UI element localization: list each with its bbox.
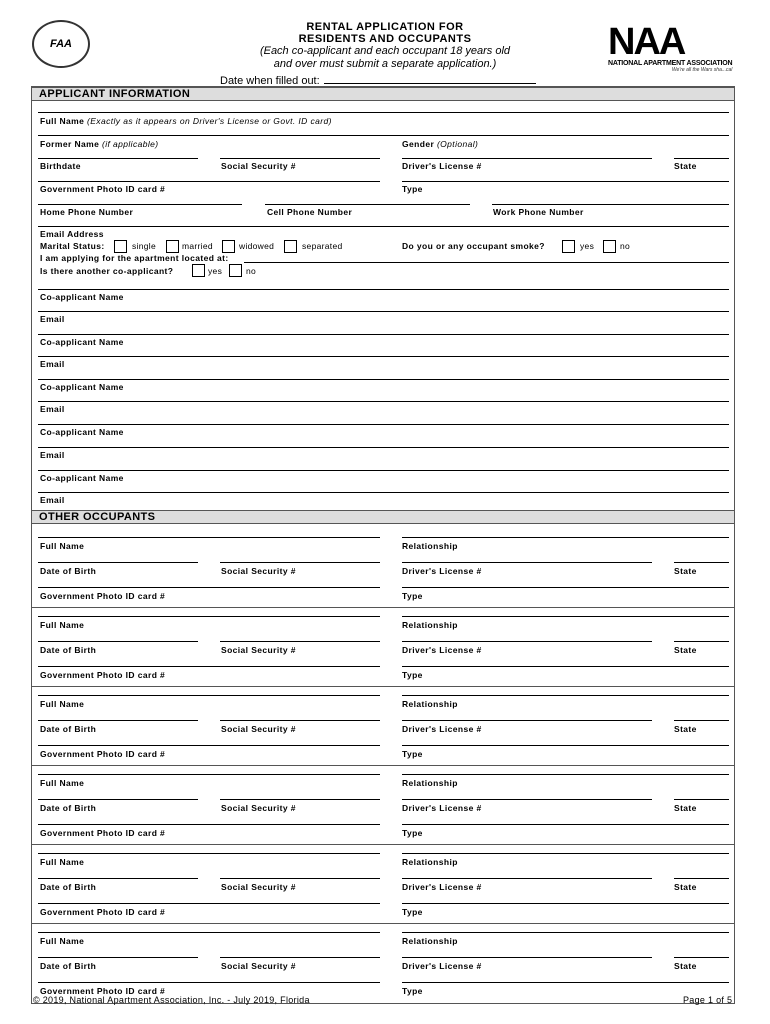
home-phone-line[interactable] bbox=[38, 204, 242, 205]
occupant-full-name-label: Full Name bbox=[40, 857, 85, 867]
single-checkbox[interactable] bbox=[114, 240, 127, 253]
occupant-gov-id-label: Government Photo ID card # bbox=[40, 986, 166, 996]
occupant-dob-field[interactable] bbox=[38, 562, 198, 563]
occupant-type-label: Type bbox=[402, 907, 423, 917]
coapplicant-email-label: Email bbox=[40, 404, 65, 414]
occupant-ssn-line[interactable] bbox=[220, 641, 380, 642]
occupant-state-line[interactable] bbox=[674, 720, 729, 721]
occupant-state-label: State bbox=[674, 645, 697, 655]
occupant-state-label: State bbox=[674, 566, 697, 576]
coapplicant-yes-checkbox[interactable] bbox=[192, 264, 205, 277]
occupant-dob-label: Date of Birth bbox=[40, 645, 97, 655]
coapplicant-name-label: Co-applicant Name bbox=[40, 473, 124, 483]
naa-logo bbox=[608, 22, 732, 73]
occupant-dl-label: Driver's License # bbox=[402, 882, 482, 892]
coapplicant-email-field[interactable] bbox=[38, 334, 729, 335]
occupant-separator bbox=[32, 923, 734, 924]
naa-logo-mark: NAA bbox=[608, 21, 685, 63]
occupant-type-line[interactable] bbox=[402, 745, 729, 746]
smoke-no-checkbox[interactable] bbox=[603, 240, 616, 253]
occupant-relationship-label: Relationship bbox=[402, 620, 458, 630]
occupant-type-line[interactable] bbox=[402, 824, 729, 825]
occupant-state-line[interactable] bbox=[674, 878, 729, 879]
occupant-state-label: State bbox=[674, 882, 697, 892]
form-title-line-1: RENTAL APPLICATION FOR bbox=[306, 21, 464, 33]
gender-label: Gender (Optional) bbox=[402, 139, 479, 149]
occupant-separator bbox=[32, 765, 734, 766]
occupant-separator bbox=[32, 844, 734, 845]
state-label: State bbox=[674, 161, 697, 171]
single-option-label: single bbox=[132, 241, 157, 251]
coapplicant-no-label: no bbox=[246, 266, 257, 276]
type-label: Type bbox=[402, 184, 423, 194]
date-filled-label: Date when filled out: bbox=[220, 75, 320, 87]
smoke-yes-checkbox[interactable] bbox=[562, 240, 575, 253]
smoke-no-label: no bbox=[620, 241, 631, 251]
occupant-relationship-field[interactable] bbox=[402, 537, 729, 538]
coapplicant-name-field[interactable] bbox=[38, 356, 729, 357]
occupant-full-name-label: Full Name bbox=[40, 620, 85, 630]
coapplicant-email-field[interactable] bbox=[38, 470, 729, 471]
occupant-state-label: State bbox=[674, 724, 697, 734]
work-phone-label: Work Phone Number bbox=[493, 207, 584, 217]
occupant-full-name-field[interactable] bbox=[38, 853, 380, 854]
occupant-dob-field[interactable] bbox=[38, 878, 198, 879]
occupant-ssn-label: Social Security # bbox=[221, 961, 296, 971]
occupant-full-name-field[interactable] bbox=[38, 537, 380, 538]
coapplicant-name-field[interactable] bbox=[38, 492, 729, 493]
occupant-gov-id-label: Government Photo ID card # bbox=[40, 749, 166, 759]
occupant-type-line[interactable] bbox=[402, 587, 729, 588]
occupant-relationship-label: Relationship bbox=[402, 541, 458, 551]
type-line[interactable] bbox=[402, 181, 729, 182]
occupant-gov-id-line[interactable] bbox=[38, 587, 380, 588]
coapplicant-name-field[interactable] bbox=[38, 311, 729, 312]
email-label: Email Address bbox=[40, 229, 104, 239]
occupant-full-name-field[interactable] bbox=[38, 932, 380, 933]
occupant-type-label: Type bbox=[402, 828, 423, 838]
married-checkbox[interactable] bbox=[166, 240, 179, 253]
occupant-dl-label: Driver's License # bbox=[402, 645, 482, 655]
occupant-relationship-label: Relationship bbox=[402, 699, 458, 709]
occupant-ssn-label: Social Security # bbox=[221, 882, 296, 892]
occupant-type-label: Type bbox=[402, 986, 423, 996]
occupant-dob-label: Date of Birth bbox=[40, 882, 97, 892]
occupant-state-label: State bbox=[674, 803, 697, 813]
occupant-full-name-label: Full Name bbox=[40, 541, 85, 551]
former-name-field[interactable] bbox=[38, 158, 198, 159]
occupant-dob-label: Date of Birth bbox=[40, 803, 97, 813]
coapplicant-name-label: Co-applicant Name bbox=[40, 382, 124, 392]
occupant-dl-line[interactable] bbox=[402, 878, 652, 879]
page-number: Page 1 of 5 bbox=[683, 995, 733, 1005]
work-phone-line[interactable] bbox=[492, 204, 729, 205]
row-line bbox=[220, 158, 380, 159]
gender-field[interactable] bbox=[402, 158, 652, 159]
naa-logo-name: NATIONAL APARTMENT ASSOCIATION bbox=[608, 60, 733, 67]
occupant-gov-id-line[interactable] bbox=[38, 666, 380, 667]
occupant-relationship-field[interactable] bbox=[402, 616, 729, 617]
occupant-gov-id-line[interactable] bbox=[38, 745, 380, 746]
cell-phone-line[interactable] bbox=[265, 204, 470, 205]
occupant-type-label: Type bbox=[402, 670, 423, 680]
separated-option-label: separated bbox=[302, 241, 343, 251]
ssn-label: Social Security # bbox=[221, 161, 296, 171]
occupant-separator bbox=[32, 686, 734, 687]
row-line bbox=[674, 158, 729, 159]
occupant-dl-line[interactable] bbox=[402, 641, 652, 642]
occupant-dob-label: Date of Birth bbox=[40, 961, 97, 971]
occupant-dob-field[interactable] bbox=[38, 641, 198, 642]
coapplicant-name-field[interactable] bbox=[38, 447, 729, 448]
coapplicant-yes-label: yes bbox=[208, 266, 223, 276]
occupant-type-label: Type bbox=[402, 591, 423, 601]
applicant-section-header: APPLICANT INFORMATION bbox=[32, 87, 734, 101]
occupant-relationship-field[interactable] bbox=[402, 695, 729, 696]
occupant-gov-id-line[interactable] bbox=[38, 903, 380, 904]
occupant-dob-field[interactable] bbox=[38, 799, 198, 800]
copyright-footer: © 2019, National Apartment Association, Inc. - July 2019, Florida bbox=[33, 995, 310, 1005]
occupant-relationship-field[interactable] bbox=[402, 774, 729, 775]
widowed-checkbox[interactable] bbox=[222, 240, 235, 253]
occupant-full-name-field[interactable] bbox=[38, 774, 380, 775]
birthdate-label: Birthdate bbox=[40, 161, 81, 171]
coapplicant-name-label: Co-applicant Name bbox=[40, 337, 124, 347]
occupant-dl-label: Driver's License # bbox=[402, 961, 482, 971]
occupant-full-name-label: Full Name bbox=[40, 699, 85, 709]
occupant-relationship-label: Relationship bbox=[402, 778, 458, 788]
separated-checkbox[interactable] bbox=[284, 240, 297, 253]
occupant-dl-line[interactable] bbox=[402, 562, 652, 563]
occupant-gov-id-label: Government Photo ID card # bbox=[40, 670, 166, 680]
occupant-type-line[interactable] bbox=[402, 666, 729, 667]
occupant-ssn-label: Social Security # bbox=[221, 566, 296, 576]
occupant-gov-id-line[interactable] bbox=[38, 824, 380, 825]
occupant-dl-label: Driver's License # bbox=[402, 803, 482, 813]
drivers-license-label: Driver's License # bbox=[402, 161, 482, 171]
marital-status-label: Marital Status: bbox=[40, 241, 105, 251]
occupant-state-line[interactable] bbox=[674, 957, 729, 958]
widowed-option-label: widowed bbox=[239, 241, 275, 251]
full-name-label: Full Name (Exactly as it appears on Driver's License or Govt. ID card) bbox=[40, 116, 332, 126]
occupant-dl-label: Driver's License # bbox=[402, 566, 482, 576]
coapplicant-email-field[interactable] bbox=[38, 379, 729, 380]
gov-id-line[interactable] bbox=[38, 181, 380, 182]
smoke-yes-label: yes bbox=[580, 241, 595, 251]
occupant-relationship-field[interactable] bbox=[402, 853, 729, 854]
occupant-full-name-label: Full Name bbox=[40, 936, 85, 946]
apartment-address-field[interactable] bbox=[244, 262, 729, 263]
gov-id-label: Government Photo ID card # bbox=[40, 184, 166, 194]
home-phone-label: Home Phone Number bbox=[40, 207, 134, 217]
email-line[interactable] bbox=[38, 226, 729, 227]
occupant-ssn-line[interactable] bbox=[220, 720, 380, 721]
coapplicant-name-label: Co-applicant Name bbox=[40, 427, 124, 437]
occupant-full-name-field[interactable] bbox=[38, 695, 380, 696]
coapplicant-email-field[interactable] bbox=[38, 424, 729, 425]
row-line bbox=[38, 112, 729, 113]
cell-phone-label: Cell Phone Number bbox=[267, 207, 353, 217]
occupant-ssn-line[interactable] bbox=[220, 957, 380, 958]
occupant-dob-field[interactable] bbox=[38, 720, 198, 721]
faa-logo: FAA bbox=[32, 20, 90, 68]
occupant-separator bbox=[32, 607, 734, 608]
smoke-question-label: Do you or any occupant smoke? bbox=[402, 241, 545, 251]
occupant-dl-line[interactable] bbox=[402, 799, 652, 800]
occupant-ssn-label: Social Security # bbox=[221, 803, 296, 813]
applying-for-label: I am applying for the apartment located at: bbox=[40, 253, 229, 263]
coapplicant-email-label: Email bbox=[40, 359, 65, 369]
occupant-gov-id-label: Government Photo ID card # bbox=[40, 591, 166, 601]
occupant-dl-line[interactable] bbox=[402, 720, 652, 721]
married-option-label: married bbox=[182, 241, 213, 251]
occupant-gov-id-label: Government Photo ID card # bbox=[40, 828, 166, 838]
occupant-relationship-label: Relationship bbox=[402, 857, 458, 867]
form-title-line-2: RESIDENTS AND OCCUPANTS bbox=[298, 33, 472, 45]
coapplicant-no-checkbox[interactable] bbox=[229, 264, 242, 277]
occupant-state-label: State bbox=[674, 961, 697, 971]
row-line bbox=[38, 289, 729, 290]
occupant-dl-line[interactable] bbox=[402, 957, 652, 958]
former-name-label: Former Name (if applicable) bbox=[40, 139, 159, 149]
coapplicant-email-label: Email bbox=[40, 495, 65, 505]
occupant-dob-label: Date of Birth bbox=[40, 566, 97, 576]
occupant-type-line[interactable] bbox=[402, 982, 729, 983]
coapplicant-email-label: Email bbox=[40, 450, 65, 460]
occupant-relationship-label: Relationship bbox=[402, 936, 458, 946]
form-note-line-1: (Each co-applicant and each occupant 18 years old bbox=[259, 45, 511, 57]
occupant-gov-id-line[interactable] bbox=[38, 982, 380, 983]
occupant-gov-id-label: Government Photo ID card # bbox=[40, 907, 166, 917]
occupant-ssn-line[interactable] bbox=[220, 799, 380, 800]
occupant-ssn-line[interactable] bbox=[220, 562, 380, 563]
occupant-dob-field[interactable] bbox=[38, 957, 198, 958]
another-coapplicant-label: Is there another co-applicant? bbox=[40, 266, 174, 276]
occupant-state-line[interactable] bbox=[674, 641, 729, 642]
coapplicant-name-field[interactable] bbox=[38, 401, 729, 402]
occupant-type-line[interactable] bbox=[402, 903, 729, 904]
occupant-full-name-label: Full Name bbox=[40, 778, 85, 788]
occupant-dob-label: Date of Birth bbox=[40, 724, 97, 734]
full-name-field[interactable] bbox=[38, 135, 729, 136]
occupant-dl-label: Driver's License # bbox=[402, 724, 482, 734]
occupant-relationship-field[interactable] bbox=[402, 932, 729, 933]
form-note-line-2: and over must submit a separate application.) bbox=[273, 58, 497, 70]
coapplicant-email-label: Email bbox=[40, 314, 65, 324]
occupant-ssn-label: Social Security # bbox=[221, 645, 296, 655]
occupant-ssn-line[interactable] bbox=[220, 878, 380, 879]
occupant-ssn-label: Social Security # bbox=[221, 724, 296, 734]
occupant-state-line[interactable] bbox=[674, 562, 729, 563]
coapplicant-name-label: Co-applicant Name bbox=[40, 292, 124, 302]
form-frame bbox=[31, 86, 735, 1004]
occupant-state-line[interactable] bbox=[674, 799, 729, 800]
date-filled-field[interactable] bbox=[324, 74, 536, 84]
occupant-type-label: Type bbox=[402, 749, 423, 759]
occupant-full-name-field[interactable] bbox=[38, 616, 380, 617]
naa-logo-tagline: We're all the Wars sha...cal bbox=[671, 67, 733, 73]
occupants-section-header: OTHER OCCUPANTS bbox=[32, 510, 734, 524]
